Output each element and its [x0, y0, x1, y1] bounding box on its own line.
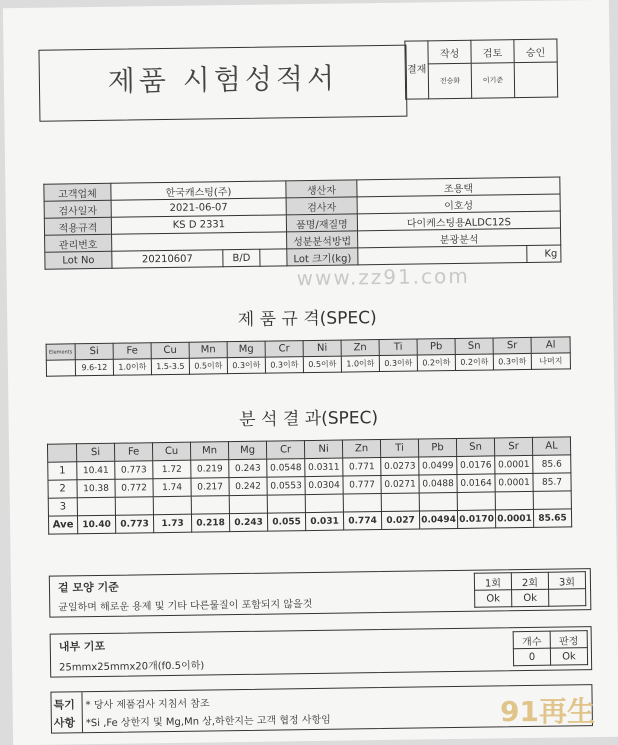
- info-label: 적용규격: [44, 217, 111, 235]
- appearance-col: 3회: [548, 572, 585, 590]
- result-value: [229, 495, 267, 514]
- appearance-val: Ok: [512, 589, 549, 607]
- spec-element-cr: Cr: [265, 341, 303, 358]
- approval-signer-approve: [514, 62, 557, 98]
- result-value: 0.218: [191, 514, 229, 533]
- info-value: 다이케스팅용ALDC12S: [357, 211, 560, 231]
- info-label: 성분분석방법: [287, 231, 358, 249]
- appearance-col: 2회: [511, 572, 548, 590]
- result-element-zn: Zn: [342, 440, 380, 459]
- title-box: [38, 45, 407, 122]
- result-value: 0.031: [305, 512, 343, 531]
- result-element-cr: Cr: [266, 441, 304, 460]
- result-value: [115, 497, 153, 516]
- notes-line-2: *Si ,Fe 상한지 및 Mg,Mn 상,하한지는 고객 협정 사항임: [85, 714, 331, 730]
- result-value: 85.7: [533, 473, 571, 492]
- spec-table: [46, 336, 571, 376]
- notes-label-2: 사항: [53, 716, 76, 730]
- approval-side-label: 결재: [405, 41, 429, 99]
- spec-limit-al: 나머지: [531, 353, 570, 370]
- result-value: 0.243: [229, 513, 267, 532]
- spec-title: 제 품 규 격(SPEC): [237, 308, 377, 331]
- approval-header-approve: 승인: [514, 39, 557, 63]
- approval-signer-review: 이기준: [471, 63, 514, 99]
- result-value: 0.0499: [419, 456, 457, 475]
- info-value: 이호성: [357, 194, 560, 214]
- spec-element-al: Al: [531, 337, 570, 354]
- approval-signer-write: 전승화: [428, 63, 471, 99]
- result-value: 0.0488: [419, 474, 457, 493]
- lot-no-value: 20210607: [112, 250, 223, 269]
- spec-limit-mn: 0.5이하: [189, 358, 227, 375]
- spec-limit-ni: 0.5이하: [303, 356, 341, 373]
- spec-element-sr: Sr: [493, 337, 531, 354]
- spec-element-ti: Ti: [379, 339, 417, 356]
- result-value: 0.217: [191, 478, 229, 497]
- result-value: 0.0164: [457, 474, 495, 493]
- spec-limit-cr: 0.3이하: [265, 357, 303, 374]
- result-element-ti: Ti: [380, 439, 418, 458]
- internal-col: 판정: [550, 631, 587, 649]
- spec-limit-zn: 1.0이하: [341, 356, 379, 373]
- result-row-label: 2: [48, 480, 77, 498]
- spec-limit-pb: 0.2이하: [417, 354, 455, 371]
- result-value: 0.0176: [457, 456, 495, 475]
- internal-table: [513, 630, 588, 666]
- appearance-text: 균일하며 해로운 용제 및 기타 다른물질이 포함되지 않을것: [58, 599, 313, 614]
- notes-divider: [81, 692, 83, 732]
- result-element-al: AL: [532, 437, 570, 456]
- result-value: 0.055: [267, 513, 305, 532]
- spec-element-sn: Sn: [455, 338, 493, 355]
- result-value: 0.0304: [305, 476, 343, 495]
- result-value: 1.73: [153, 514, 191, 533]
- internal-val: Ok: [550, 648, 587, 666]
- info-label: 생산자: [286, 180, 357, 198]
- result-value: 85.65: [533, 509, 571, 528]
- notes-label-1: 특기: [53, 698, 75, 712]
- result-element-pb: Pb: [418, 438, 456, 457]
- result-corner: [47, 444, 76, 462]
- info-label: 관리번호: [45, 234, 112, 252]
- result-value: 0.773: [115, 461, 153, 480]
- result-row-label: 1: [48, 462, 77, 480]
- result-value: [457, 492, 495, 511]
- watermark-center: www.zz91.com: [296, 263, 470, 291]
- result-value: 0.0553: [267, 477, 305, 496]
- result-value: 85.6: [533, 455, 571, 474]
- info-label: 검사일자: [44, 200, 111, 218]
- spec-element-fe: Fe: [113, 343, 151, 360]
- result-value: 0.243: [229, 459, 267, 478]
- lot-no-label: Lot No: [45, 251, 112, 269]
- spec-element-pb: Pb: [417, 338, 455, 355]
- internal-text: 25mmx25mmx20개(f0.5이하): [59, 660, 205, 674]
- result-value: 0.0001: [495, 473, 533, 492]
- result-value: [381, 493, 419, 512]
- result-value: [343, 494, 381, 513]
- info-value: 2021-06-07: [111, 198, 286, 217]
- bd-label: B/D: [223, 249, 260, 267]
- spec-element-mg: Mg: [227, 341, 265, 358]
- result-value: [77, 497, 115, 516]
- result-value: 0.0001: [495, 455, 533, 474]
- spec-limit-ti: 0.3이하: [379, 355, 417, 372]
- page-title: 제품 시험성적서: [107, 61, 339, 98]
- result-value: 0.771: [343, 458, 381, 477]
- result-value: 0.772: [115, 479, 153, 498]
- result-value: [305, 494, 343, 513]
- result-row-label: Ave: [48, 516, 77, 534]
- result-value: [191, 496, 229, 515]
- internal-box: [50, 626, 593, 678]
- result-element-si: Si: [76, 443, 114, 462]
- notes-line-1: * 당사 제품검사 지침서 참조: [85, 698, 210, 712]
- result-value: 1.72: [153, 460, 191, 479]
- internal-val: 0: [513, 648, 550, 666]
- appearance-col: 1회: [474, 573, 511, 591]
- info-table: [43, 177, 561, 270]
- spec-limit-mg: 0.3이하: [227, 357, 265, 374]
- approval-table: [404, 39, 558, 100]
- lot-size-label: Lot 크기(kg): [287, 248, 358, 266]
- spec-limit-cu: 1.5-3.5: [151, 358, 189, 375]
- spec-element-mn: Mn: [189, 342, 227, 359]
- result-value: 0.0170: [457, 510, 495, 529]
- result-value: 0.773: [115, 515, 153, 534]
- spec-element-ni: Ni: [303, 340, 341, 357]
- result-value: 10.41: [77, 461, 115, 480]
- appearance-val: Ok: [475, 590, 512, 608]
- spec-element-cu: Cu: [151, 342, 189, 359]
- info-value: 한국캐스팅(주): [111, 181, 286, 200]
- result-value: 10.40: [77, 515, 115, 534]
- result-value: 0.027: [381, 511, 419, 530]
- result-element-cu: Cu: [152, 442, 190, 461]
- spec-limit-si: 9.6-12: [75, 359, 113, 376]
- spec-element-si: Si: [75, 343, 113, 360]
- appearance-box: [49, 568, 592, 618]
- result-value: [267, 495, 305, 514]
- result-value: 0.777: [343, 476, 381, 495]
- info-value: 분광분석: [358, 228, 561, 248]
- result-value: 0.0273: [381, 457, 419, 476]
- result-element-ni: Ni: [304, 440, 342, 459]
- logo-watermark: 91再生: [500, 695, 595, 728]
- info-label: 품명/재질명: [286, 214, 357, 232]
- result-title: 분 석 결 과(SPEC): [239, 408, 379, 431]
- result-value: [533, 491, 571, 510]
- result-value: 0.219: [191, 460, 229, 479]
- appearance-title: 겉 모양 기준: [57, 580, 119, 595]
- kg-unit: Kg: [527, 245, 561, 262]
- info-label: 검사자: [286, 197, 357, 215]
- result-row-label: 3: [48, 498, 77, 516]
- internal-title: 내부 기포: [58, 639, 106, 654]
- internal-col: 개수: [513, 631, 550, 649]
- spec-value-label: [46, 360, 75, 376]
- spec-limit-fe: 1.0이하: [113, 359, 151, 376]
- spec-limit-sr: 0.3이하: [493, 353, 531, 370]
- bd-value: [260, 249, 287, 266]
- result-value: 0.242: [229, 477, 267, 496]
- approval-header-write: 작성: [428, 40, 471, 64]
- result-value: 1.74: [153, 478, 191, 497]
- approval-header-review: 검토: [471, 40, 514, 64]
- result-value: 0.0494: [419, 510, 457, 529]
- spec-limit-sn: 0.2이하: [455, 354, 493, 371]
- info-value: KS D 2331: [111, 215, 286, 234]
- result-value: [419, 492, 457, 511]
- result-element-sr: Sr: [494, 437, 532, 456]
- info-label: 고객업체: [44, 183, 111, 201]
- spec-corner: Elements: [46, 344, 75, 360]
- lot-size-value: [358, 245, 527, 264]
- info-value: 조용택: [357, 177, 560, 197]
- result-value: 10.38: [77, 479, 115, 498]
- appearance-table: [474, 571, 586, 608]
- result-value: 0.0271: [381, 475, 419, 494]
- result-element-mn: Mn: [190, 442, 228, 461]
- result-value: 0.0311: [305, 458, 343, 477]
- result-value: [153, 496, 191, 515]
- result-element-sn: Sn: [456, 438, 494, 457]
- result-element-fe: Fe: [114, 443, 152, 462]
- test-report-sheet: [3, 0, 618, 745]
- result-element-mg: Mg: [228, 441, 266, 460]
- spec-element-zn: Zn: [341, 340, 379, 357]
- appearance-val: [549, 589, 586, 607]
- result-value: [495, 491, 533, 510]
- result-value: 0.0001: [495, 509, 533, 528]
- result-table: [47, 436, 572, 534]
- result-value: 0.774: [343, 512, 381, 531]
- result-value: 0.0548: [267, 459, 305, 478]
